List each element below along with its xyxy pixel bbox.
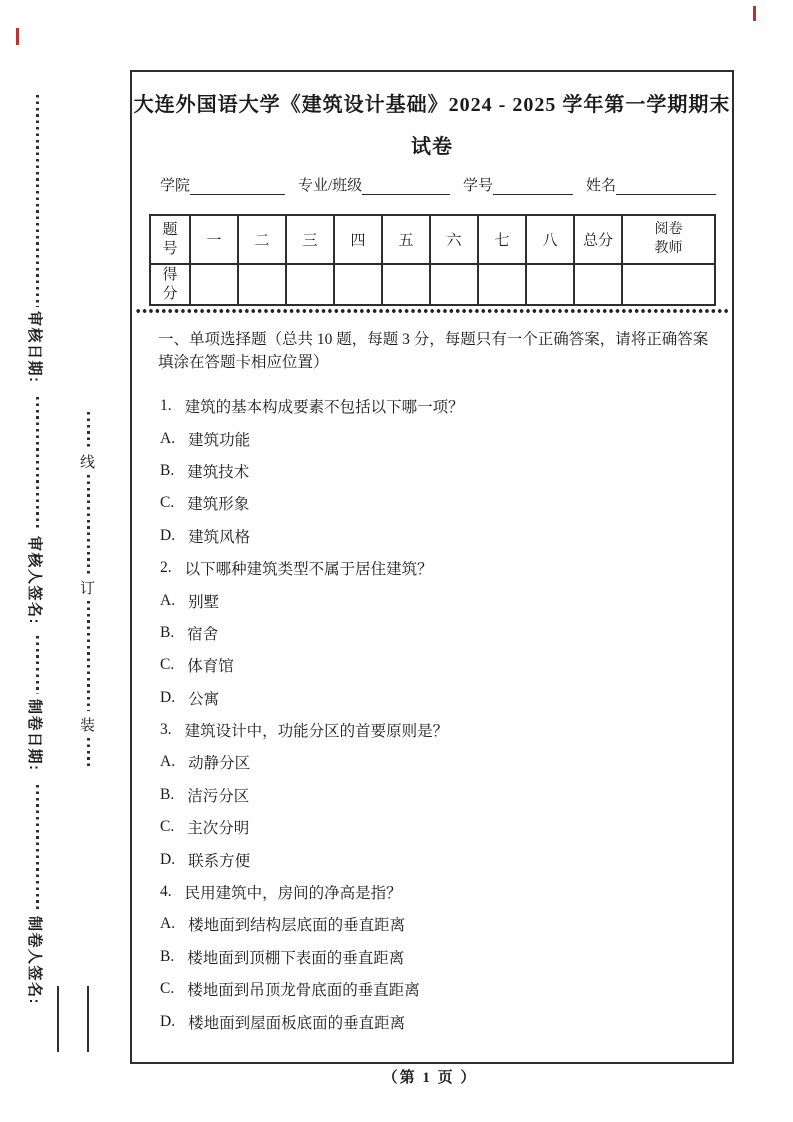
name-field (586, 174, 716, 195)
option-text: 公寓 (188, 690, 220, 708)
score-cell (574, 264, 622, 305)
major-class-field (298, 174, 450, 195)
option-label: B. (160, 785, 175, 803)
option-label: A. (160, 591, 176, 609)
question-number-header-cell: 题号 (150, 215, 190, 264)
option-label: C. (160, 980, 175, 998)
score-cell (286, 264, 334, 305)
score-cell (526, 264, 574, 305)
crop-mark-top-left (16, 28, 19, 45)
section-4-cell: 四 (334, 215, 382, 264)
section-instructions: 一、单项选择题（总共 10 题，每题 3 分，每题只有一个正确答案，请将正确答案填涂在答题卡相应位置） (158, 331, 709, 371)
question-3-option-d (160, 843, 716, 875)
option-text: 建筑形象 (187, 496, 250, 514)
question-3-option-c (160, 811, 716, 843)
major-class-label: 专业/班级 (297, 178, 363, 194)
option-text: 楼地面到屋面板底面的垂直距离 (188, 1014, 406, 1032)
question-1-text: 建筑的基本构成要素不包括以下哪一项？ (184, 399, 464, 417)
score-table-header-row (150, 215, 715, 264)
paper-maker-signature-label: 制卷人签名: (26, 916, 43, 1005)
question-4-option-a (160, 908, 716, 940)
option-label: B. (160, 623, 175, 641)
option-text: 体育馆 (187, 658, 234, 676)
option-text: 别墅 (188, 593, 220, 611)
question-1-number: 1. (160, 397, 172, 415)
option-label: B. (160, 947, 175, 965)
college-blank (190, 177, 285, 195)
college-field (160, 174, 285, 195)
question-4-number: 4. (160, 883, 172, 901)
student-id-field (463, 174, 573, 195)
dotted-binding-line (87, 475, 90, 574)
option-text: 洁污分区 (187, 787, 250, 805)
dotted-binding-line (87, 412, 90, 448)
student-id-label: 学号 (463, 178, 494, 194)
dotted-margin-line (36, 636, 39, 694)
grader-header-cell: 阅卷教师 (622, 215, 715, 264)
total-score-header-cell: 总分 (574, 215, 622, 264)
option-text: 楼地面到顶棚下表面的垂直距离 (187, 949, 405, 967)
section-5-cell: 五 (382, 215, 430, 264)
section-1-cell: 一 (190, 215, 238, 264)
option-text: 动静分区 (188, 755, 251, 773)
crop-mark-top-right (753, 6, 756, 21)
question-2-option-a (160, 584, 716, 616)
question-3-option-a (160, 746, 716, 778)
signature-blank-line (57, 986, 59, 1052)
question-3 (160, 714, 716, 746)
option-label: D. (160, 526, 176, 544)
score-cell (190, 264, 238, 305)
dotted-binding-line (87, 601, 90, 711)
option-text: 楼地面到结构层底面的垂直距离 (188, 917, 406, 935)
question-1-option-b (160, 455, 716, 487)
question-4-option-d (160, 1005, 716, 1037)
score-cell (622, 264, 715, 305)
questions-list (160, 390, 716, 1038)
question-1-option-a (160, 422, 716, 454)
question-2-text: 以下哪种建筑类型不属于居住建筑？ (184, 561, 433, 579)
reviewer-signature-label: 审核人签名: (26, 536, 43, 625)
score-table (149, 214, 716, 306)
paper-made-date-label: 制卷日期: (26, 699, 43, 772)
major-class-blank (362, 177, 450, 195)
score-row-label-cell: 得分 (150, 264, 190, 305)
score-cell (334, 264, 382, 305)
option-label: D. (160, 688, 176, 706)
review-date-label: 审核日期: (26, 311, 43, 384)
name-blank (616, 177, 716, 195)
section-8-cell: 八 (526, 215, 574, 264)
question-2-option-b (160, 617, 716, 649)
score-table-score-row (150, 264, 715, 305)
question-3-text: 建筑设计中，功能分区的首要原则是？ (184, 723, 449, 741)
score-cell (478, 264, 526, 305)
option-label: C. (160, 656, 175, 674)
question-4 (160, 876, 716, 908)
section-7-cell: 七 (478, 215, 526, 264)
question-4-option-b (160, 941, 716, 973)
section-3-cell: 三 (286, 215, 334, 264)
binding-char-line: 线 (80, 455, 96, 471)
dotted-margin-line (36, 95, 39, 307)
question-2-option-d (160, 682, 716, 714)
option-text: 建筑风格 (188, 528, 251, 546)
question-3-option-b (160, 779, 716, 811)
option-text: 建筑功能 (188, 431, 251, 449)
question-2-number: 2. (160, 559, 172, 577)
option-label: C. (160, 818, 175, 836)
student-info-row (160, 174, 716, 195)
option-label: A. (160, 753, 176, 771)
dotted-margin-line (36, 785, 39, 911)
binding-char-stitch: 订 (80, 581, 96, 597)
score-cell (382, 264, 430, 305)
signature-blank-line (87, 986, 89, 1052)
name-label: 姓名 (585, 178, 616, 194)
exam-sheet (130, 70, 734, 1064)
question-1 (160, 390, 716, 422)
question-2-option-c (160, 649, 716, 681)
dotted-binding-line (87, 738, 90, 768)
option-text: 建筑技术 (187, 463, 250, 481)
dotted-separator (135, 308, 729, 314)
section-6-cell: 六 (430, 215, 478, 264)
exam-title-line1: 大连外国语大学《建筑设计基础》2024 - 2025 学年第一学期期末 (133, 94, 731, 116)
question-2 (160, 552, 716, 584)
option-label: C. (160, 494, 175, 512)
page-number: （第 1 页 ） (382, 1070, 478, 1086)
exam-title-line2: 试卷 (411, 136, 453, 158)
student-id-blank (493, 177, 573, 195)
option-label: B. (160, 461, 175, 479)
question-4-text: 民用建筑中，房间的净高是指？ (184, 885, 402, 903)
question-1-option-c (160, 487, 716, 519)
question-1-option-d (160, 520, 716, 552)
option-text: 联系方便 (188, 852, 251, 870)
question-3-number: 3. (160, 721, 172, 739)
section-2-cell: 二 (238, 215, 286, 264)
option-label: D. (160, 1012, 176, 1030)
option-text: 楼地面到吊顶龙骨底面的垂直距离 (187, 982, 420, 1000)
option-text: 宿舍 (187, 625, 219, 643)
binding-char-mount: 装 (80, 718, 96, 734)
score-cell (238, 264, 286, 305)
option-text: 主次分明 (187, 820, 250, 838)
score-cell (430, 264, 478, 305)
option-label: D. (160, 850, 176, 868)
college-label: 学院 (160, 178, 191, 194)
option-label: A. (160, 429, 176, 447)
question-4-option-c (160, 973, 716, 1005)
option-label: A. (160, 915, 176, 933)
dotted-margin-line (36, 397, 39, 531)
